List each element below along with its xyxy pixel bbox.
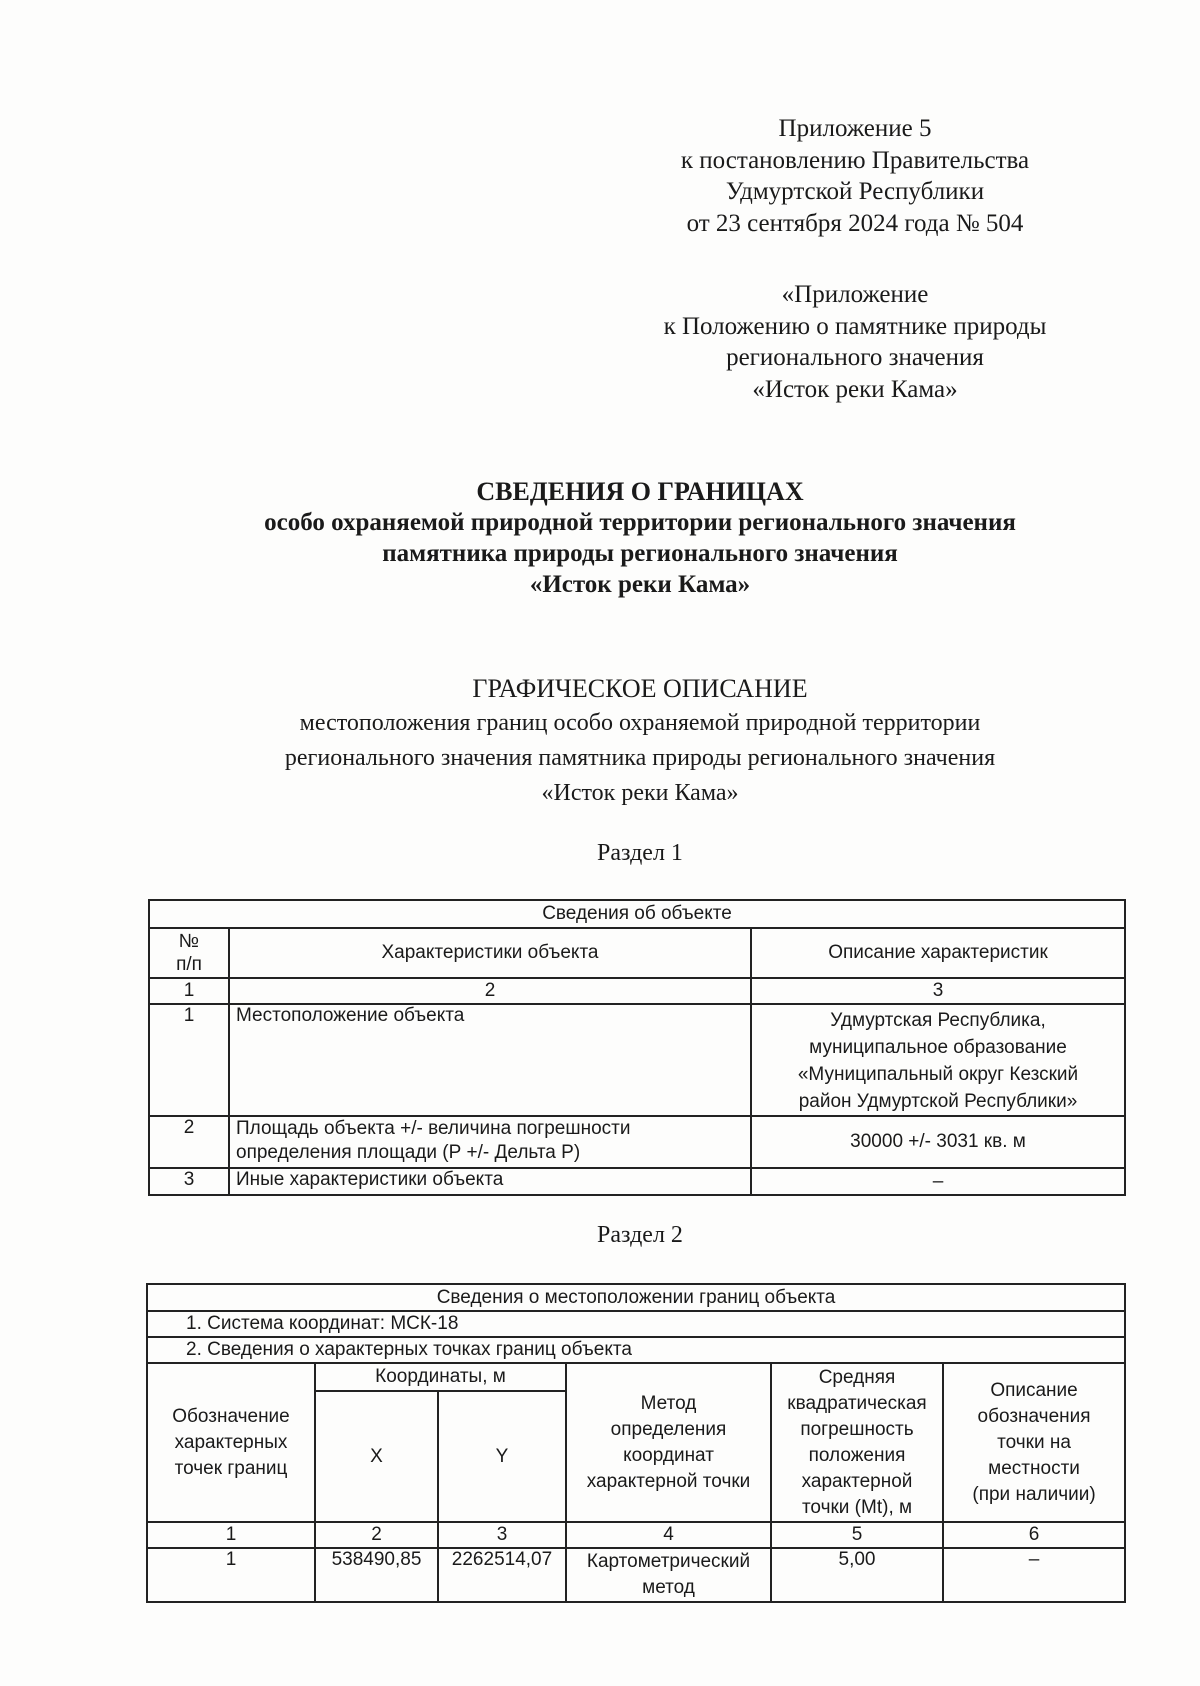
num-header bbox=[149, 928, 229, 978]
header-line: точки (Mt), м bbox=[801, 1496, 913, 1518]
index-cell: 1 bbox=[149, 978, 229, 1004]
header-line: местности bbox=[988, 1457, 1080, 1479]
regulation-header bbox=[630, 279, 1080, 405]
method-line: метод bbox=[642, 1577, 695, 1598]
row-description: – bbox=[751, 1168, 1125, 1195]
header-line: Обозначение bbox=[172, 1405, 290, 1427]
table-row bbox=[149, 1116, 1125, 1168]
header-line: обозначения bbox=[977, 1405, 1091, 1427]
description-line: район Удмуртской Республики» bbox=[798, 1091, 1078, 1112]
graphic-description-line: «Исток реки Кама» bbox=[541, 780, 739, 806]
header-line: положения bbox=[808, 1444, 906, 1466]
attachment-line: Приложение 5 bbox=[778, 115, 932, 142]
characteristic-line: Площадь объекта +/- величина погрешности bbox=[236, 1118, 631, 1139]
point-cell: 1 bbox=[147, 1548, 315, 1602]
row-characteristic bbox=[229, 1116, 751, 1168]
header-line: погрешность bbox=[800, 1418, 914, 1440]
coord-system-row bbox=[147, 1311, 1125, 1337]
index-row bbox=[149, 978, 1125, 1004]
header-line: Средняя bbox=[818, 1366, 896, 1388]
row-characteristic: Местоположение объекта bbox=[229, 1004, 751, 1116]
graphic-description-title: ГРАФИЧЕСКОЕ ОПИСАНИЕ bbox=[472, 674, 808, 703]
method-line: Картометрический bbox=[586, 1551, 751, 1572]
x-cell: 538490,85 bbox=[315, 1548, 438, 1602]
num-header-line: п/п bbox=[176, 954, 202, 975]
regulation-line: регионального значения bbox=[726, 344, 984, 371]
header-line: характерной точки bbox=[586, 1470, 751, 1492]
title-line: СВЕДЕНИЯ О ГРАНИЦАХ bbox=[476, 477, 804, 506]
table-row bbox=[149, 1168, 1125, 1195]
header-line: точек границ bbox=[174, 1457, 288, 1479]
table-caption: Сведения о местоположении границ объекта bbox=[147, 1284, 1125, 1311]
section1-label: Раздел 1 bbox=[597, 840, 683, 866]
characteristic-line: определения площади (Р +/- Дельта Р) bbox=[236, 1142, 581, 1163]
description-header: Описание характеристик bbox=[751, 928, 1125, 978]
description-line: «Муниципальный округ Кезский bbox=[797, 1064, 1079, 1085]
y-cell: 2262514,07 bbox=[438, 1548, 566, 1602]
description-line: муниципальное образование bbox=[809, 1037, 1067, 1058]
index-cell: 2 bbox=[315, 1522, 438, 1548]
graphic-description-line: местоположения границ особо охраняемой природной территории bbox=[299, 710, 981, 736]
header-line: определения bbox=[610, 1418, 727, 1440]
regulation-line: к Положению о памятнике природы bbox=[663, 312, 1047, 340]
regulation-line: «Приложение bbox=[781, 281, 929, 308]
table-caption-row bbox=[149, 900, 1125, 928]
header-line: Метод bbox=[640, 1392, 697, 1414]
row-num: 1 bbox=[149, 1004, 229, 1116]
attachment-line: от 23 сентября 2024 года № 504 bbox=[686, 209, 1024, 237]
index-row bbox=[147, 1522, 1125, 1548]
table-header-row bbox=[149, 928, 1125, 978]
row-num: 2 bbox=[149, 1116, 229, 1168]
accuracy-cell: 5,00 bbox=[771, 1548, 943, 1602]
index-cell: 2 bbox=[229, 978, 751, 1004]
point-header bbox=[147, 1363, 315, 1522]
document-title bbox=[100, 476, 1180, 600]
regulation-line: «Исток реки Кама» bbox=[752, 375, 958, 403]
points-info: 2. Сведения о характерных точках границ объекта bbox=[147, 1337, 1125, 1363]
header-line: координат bbox=[623, 1444, 714, 1466]
accuracy-header bbox=[771, 1363, 943, 1522]
section2-label: Раздел 2 bbox=[597, 1222, 683, 1248]
title-line: особо охраняемой природной территории регионального значения bbox=[264, 509, 1016, 536]
row-description bbox=[751, 1004, 1125, 1116]
header-line: Описание bbox=[990, 1379, 1078, 1401]
index-cell: 6 bbox=[943, 1522, 1125, 1548]
header-line: квадратическая bbox=[787, 1392, 927, 1414]
marker-header bbox=[943, 1363, 1125, 1522]
object-info-table bbox=[148, 899, 1126, 1196]
method-header bbox=[566, 1363, 771, 1522]
points-info-row bbox=[147, 1337, 1125, 1363]
marker-cell: – bbox=[943, 1548, 1125, 1602]
table-row bbox=[147, 1548, 1125, 1602]
attachment-header bbox=[655, 113, 1055, 239]
table-caption: Сведения об объекте bbox=[149, 900, 1125, 928]
num-header-line: № bbox=[178, 931, 200, 952]
header-line: точки на bbox=[997, 1431, 1071, 1453]
index-cell: 1 bbox=[147, 1522, 315, 1548]
row-description: 30000 +/- 3031 кв. м bbox=[751, 1116, 1125, 1168]
index-cell: 3 bbox=[438, 1522, 566, 1548]
title-line: «Исток реки Кама» bbox=[529, 571, 751, 598]
description-line: Удмуртская Республика, bbox=[830, 1010, 1046, 1031]
attachment-line: к постановлению Правительства bbox=[680, 146, 1030, 174]
boundary-points-table bbox=[146, 1283, 1126, 1603]
header-line: характерных bbox=[174, 1431, 288, 1453]
row-num: 3 bbox=[149, 1168, 229, 1195]
graphic-description-line: регионального значения памятника природы регионального значения bbox=[284, 745, 996, 771]
method-cell bbox=[566, 1548, 771, 1602]
graphic-description bbox=[100, 672, 1180, 811]
table-row bbox=[149, 1004, 1125, 1116]
x-header: X bbox=[315, 1391, 438, 1522]
header-line: характерной bbox=[801, 1470, 913, 1492]
coord-system: 1. Система координат: МСК-18 bbox=[147, 1311, 1125, 1337]
index-cell: 4 bbox=[566, 1522, 771, 1548]
attachment-line: Удмуртской Республики bbox=[725, 178, 985, 205]
index-cell: 5 bbox=[771, 1522, 943, 1548]
y-header: Y bbox=[438, 1391, 566, 1522]
index-cell: 3 bbox=[751, 978, 1125, 1004]
header-line: (при наличии) bbox=[972, 1483, 1096, 1505]
row-characteristic: Иные характеристики объекта bbox=[229, 1168, 751, 1195]
table-header-row bbox=[147, 1363, 1125, 1391]
coords-header: Координаты, м bbox=[315, 1363, 566, 1391]
title-line: памятника природы регионального значения bbox=[382, 540, 898, 567]
characteristic-header: Характеристики объекта bbox=[229, 928, 751, 978]
table-caption-row bbox=[147, 1284, 1125, 1311]
